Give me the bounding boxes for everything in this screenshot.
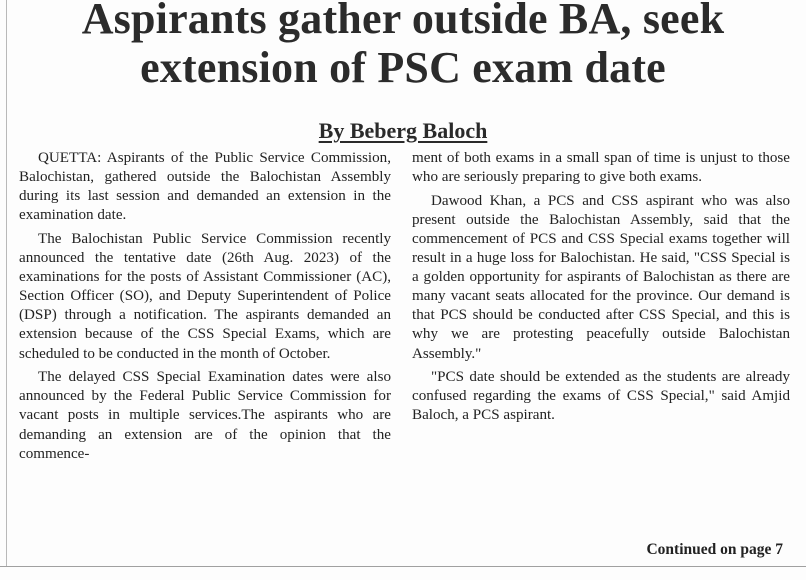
paragraph-dateline: QUETTA: Aspirants of the Public Service Commission, Balochistan, gathered outside the Balochistan Assembly during its last session and demanded an extension in the examination date. xyxy=(19,150,391,224)
column-rule-left xyxy=(6,0,7,566)
paragraph-announcement: The Balochistan Public Service Commission recently announced the tentative date (26th Aug. 2023) of the examinations for the posts of Assistant Commissioner (AC), Section Officer (SO), and Deputy Superintendent of Police (DSP) through a notification. The aspirants demanded an extension because of the CSS Special Exams, which are scheduled to be conducted in the month of October. xyxy=(19,230,391,362)
paragraph-dawood-quote: Dawood Khan, a PCS and CSS aspirant who was also present outside the Balochistan Assembly, said that the commencement of PCS and CSS Special exams together will result in a huge loss for Balochistan. He said, "CSS Special is a golden opportunity for aspirants of Balochistan as there are many vacant seats allocated for the province. Our demand is that PCS should be conducted after CSS Special, and this is why we are protesting peacefully outside Balochistan Assembly." xyxy=(412,192,790,362)
headline: Aspirants gather outside BA, seek extension of PSC exam date xyxy=(81,0,725,92)
byline xyxy=(0,118,806,144)
paragraph-css-dates: The delayed CSS Special Examination dates were also announced by the Federal Public Service Commission for vacant posts in multiple services.The aspirants who are demanding an extension are of the opinion that the commence- xyxy=(19,369,391,462)
article-column-right xyxy=(412,149,790,430)
continued-on-page: Continued on page 7 xyxy=(646,541,783,558)
bottom-rule xyxy=(0,566,806,567)
paragraph-amjid-quote: "PCS date should be extended as the students are already confused regarding the exams of CSS Special," said Amjid Baloch, a PCS aspirant. xyxy=(412,369,790,424)
byline-text: By Beberg Baloch xyxy=(318,118,488,143)
paragraph-continuation: ment of both exams in a small span of time is unjust to those who are seriously preparing to give both exams. xyxy=(412,150,790,186)
article-column-left xyxy=(19,149,391,468)
